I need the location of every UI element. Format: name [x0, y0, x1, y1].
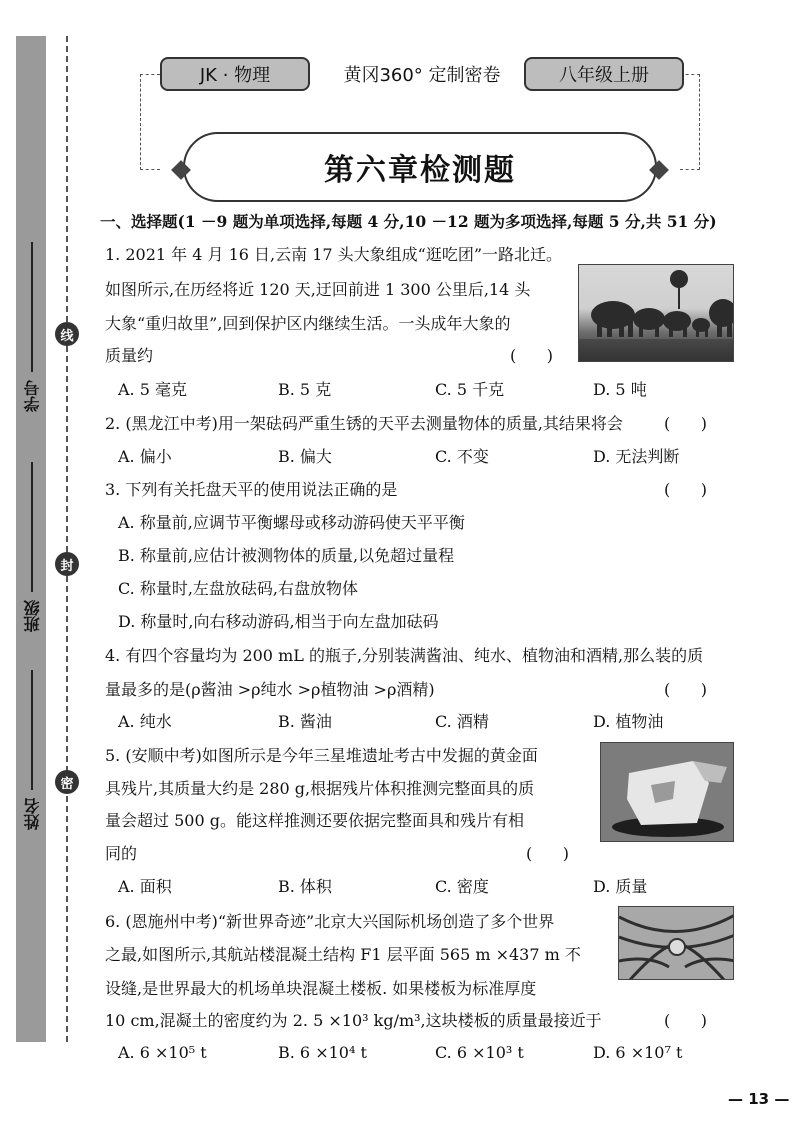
header-connector-right	[680, 74, 700, 170]
q1-answer-blank[interactable]: ( )	[510, 346, 553, 365]
q3-option-b[interactable]: B. 称量前,应估计被测物体的质量,以免超过量程	[118, 546, 455, 565]
q1-line: 1. 2021 年 4 月 16 日,云南 17 头大象组成“逛吃团”一路北迁。	[105, 245, 563, 264]
page-number: — 13 —	[728, 1090, 790, 1108]
student-id-field	[12, 236, 52, 412]
q5-option-d[interactable]: D. 质量	[593, 877, 648, 896]
q5-option-a[interactable]: A. 面积	[118, 877, 172, 896]
q5-line: 量会超过 500 g。能这样推测还要依据完整面具和残片有相	[105, 811, 524, 830]
seal-line: 线	[55, 322, 79, 346]
cut-line	[66, 36, 68, 1042]
q2-option-b[interactable]: B. 偏大	[278, 447, 332, 466]
q5-line: 同的	[105, 844, 138, 863]
q6-option-d[interactable]: D. 6 ×10⁷ t	[593, 1043, 683, 1062]
q3-answer-blank[interactable]: ( )	[664, 480, 707, 499]
q5-line: 5. (安顺中考)如图所示是今年三星堆遗址考古中发掘的黄金面	[105, 746, 538, 765]
q1-option-d[interactable]: D. 5 吨	[593, 380, 647, 399]
q6-line: 之最,如图所示,其航站楼混凝土结构 F1 层平面 565 m ×437 m 不	[105, 945, 581, 964]
q4-option-d[interactable]: D. 植物油	[593, 712, 664, 731]
q6-line: 10 cm,混凝土的密度约为 2. 5 ×10³ kg/m³,这块楼板的质量最接近于	[105, 1011, 602, 1030]
subject-badge: JK · 物理	[160, 57, 310, 91]
q4-answer-blank[interactable]: ( )	[664, 680, 707, 699]
q4-option-a[interactable]: A. 纯水	[118, 712, 172, 731]
q4-option-b[interactable]: B. 酱油	[278, 712, 332, 731]
name-field	[12, 664, 52, 830]
section-heading: 一、选择题(1 －9 题为单项选择,每题 4 分,10 －12 题为多项选择,每题 5 分,共 51 分)	[100, 212, 717, 231]
q5-answer-blank[interactable]: ( )	[526, 844, 569, 863]
q2-answer-blank[interactable]: ( )	[664, 414, 707, 433]
q3-option-c[interactable]: C. 称量时,左盘放砝码,右盘放物体	[118, 579, 359, 598]
header-connector-left	[140, 74, 160, 170]
gold-mask-photo	[600, 742, 734, 842]
q3-line: 3. 下列有关托盘天平的使用说法正确的是	[105, 480, 398, 499]
q2-line: 2. (黑龙江中考)用一架砝码严重生锈的天平去测量物体的质量,其结果将会	[105, 414, 623, 433]
q1-option-a[interactable]: A. 5 毫克	[118, 380, 187, 399]
seal-secret: 密	[55, 770, 79, 794]
q1-line: 质量约	[105, 346, 154, 365]
q6-option-b[interactable]: B. 6 ×10⁴ t	[278, 1043, 367, 1062]
q4-option-c[interactable]: C. 酒精	[435, 712, 489, 731]
elephants-photo	[578, 264, 734, 362]
q1-option-b[interactable]: B. 5 克	[278, 380, 332, 399]
q2-option-c[interactable]: C. 不变	[435, 447, 489, 466]
grade-badge: 八年级上册	[524, 57, 684, 91]
name-blank[interactable]	[31, 670, 33, 790]
airport-photo	[618, 906, 734, 980]
q6-option-c[interactable]: C. 6 ×10³ t	[435, 1043, 524, 1062]
class-label: 班级	[22, 600, 42, 632]
q3-option-d[interactable]: D. 称量时,向右移动游码,相当于向左盘加砝码	[118, 612, 439, 631]
q5-line: 具残片,其质量大约是 280 g,根据残片体积推测完整面具的质	[105, 779, 535, 798]
q1-line: 大象“重归故里”,回到保护区内继续生活。一头成年大象的	[105, 314, 511, 333]
student-id-blank[interactable]	[31, 242, 33, 372]
q1-line: 如图所示,在历经将近 120 天,迂回前进 1 300 公里后,14 头	[105, 280, 531, 299]
q2-option-a[interactable]: A. 偏小	[118, 447, 172, 466]
q1-option-c[interactable]: C. 5 千克	[435, 380, 505, 399]
q6-option-a[interactable]: A. 6 ×10⁵ t	[118, 1043, 207, 1062]
title-banner	[183, 132, 657, 202]
series-label: 黄冈360° 定制密卷	[343, 65, 501, 86]
q4-line: 量最多的是(ρ酱油 >ρ纯水 >ρ植物油 >ρ酒精)	[105, 680, 435, 699]
q4-line: 4. 有四个容量均为 200 mL 的瓶子,分别装满酱油、纯水、植物油和酒精,那么装的质	[105, 646, 704, 665]
q6-line: 设缝,是世界最大的机场单块混凝土楼板. 如果楼板为标准厚度	[105, 979, 537, 998]
q5-option-c[interactable]: C. 密度	[435, 877, 489, 896]
q5-option-b[interactable]: B. 体积	[278, 877, 332, 896]
page-title: 第六章检测题	[324, 153, 516, 188]
q3-option-a[interactable]: A. 称量前,应调节平衡螺母或移动游码使天平平衡	[118, 513, 465, 532]
q6-line: 6. (恩施州中考)“新世界奇迹”北京大兴国际机场创造了多个世界	[105, 912, 555, 931]
class-field	[12, 456, 52, 632]
seal-seal: 封	[55, 552, 79, 576]
q6-answer-blank[interactable]: ( )	[664, 1011, 707, 1030]
q2-option-d[interactable]: D. 无法判断	[593, 447, 680, 466]
student-id-label: 学号	[22, 380, 42, 412]
name-label: 姓名	[22, 798, 42, 830]
class-blank[interactable]	[31, 462, 33, 592]
